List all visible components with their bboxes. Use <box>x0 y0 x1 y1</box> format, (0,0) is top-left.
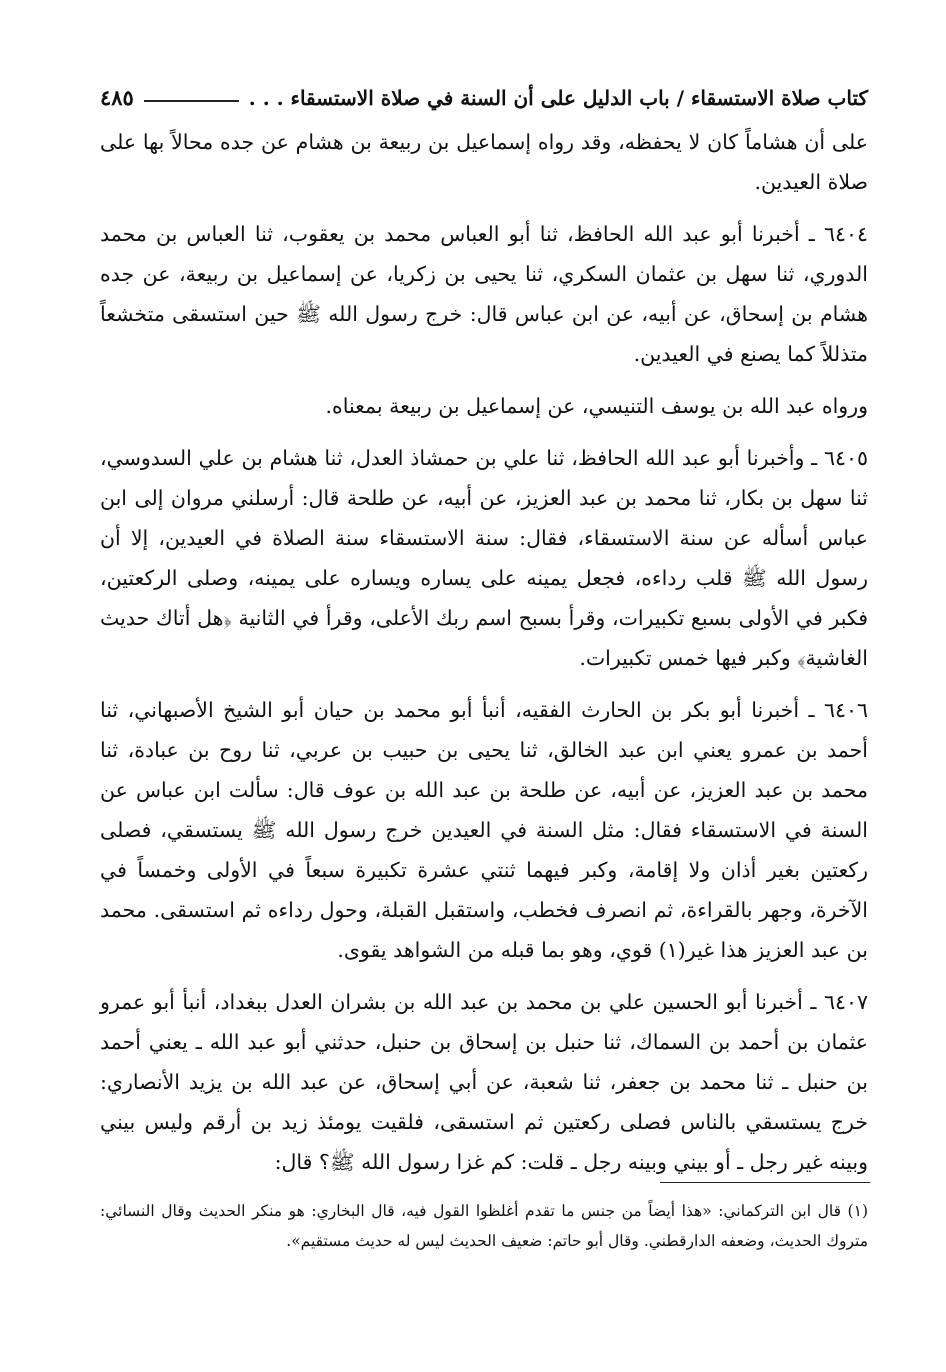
running-header <box>100 70 868 110</box>
paragraph: ٦٤٠٤ ـ أخبرنا أبو عبد الله الحافظ، ثنا أبو العباس محمد بن يعقوب، ثنا العباس بن محمد الدوري، ثنا سهل بن عثمان السكري، ثنا يحيى بن زكريا، عن إسماعيل بن ربيعة، عن جده هشام بن إسحاق، عن أبيه، عن ابن عباس قال: خرج رسول الله ﷺ حين استسقى متخشعاً متذللاً كما يصنع في العيدين. <box>100 222 868 366</box>
main-text <box>100 122 868 1182</box>
paragraph: ٦٤٠٧ ـ أخبرنا أبو الحسين علي بن محمد بن عبد الله بن بشران العدل ببغداد، أنبأ أبو عمرو عثمان بن أحمد بن السماك، ثنا حنبل بن إسحاق بن حنبل، حدثني أبو عبد الله ـ يعني أحمد بن حنبل ـ ثنا محمد بن جعفر، ثنا شعبة، عن أبي إسحاق، عن عبد الله بن يزيد الأنصاري: خرج يستسقي بالناس فصلى ركعتين ثم استسقى، فلقيت يومئذ زيد بن أرقم وليس بيني وبينه غير رجل ـ أو بيني وبينه رجل ـ قلت: كم غزا رسول الله ﷺ؟ قال: <box>100 990 868 1174</box>
header-title: كتاب صلاة الاستسقاء / باب الدليل على أن السنة في صلاة الاستسقاء . . . <box>248 86 868 110</box>
page <box>100 70 868 1194</box>
paragraph: ٦٤٠٦ ـ أخبرنا أبو بكر بن الحارث الفقيه، أنبأ أبو محمد بن حيان أبو الشيخ الأصبهاني، ثنا أحمد بن عمرو يعني ابن عبد الخالق، ثنا يحيى بن حبيب بن عربي، ثنا روح بن عبادة، ثنا محمد بن عبد العزيز، عن أبيه، عن طلحة بن عبد الله بن عوف قال: سألت ابن عباس عن السنة في الاستسقاء فقال: مثل السنة في العيدين خرج رسول الله ﷺ يستسقي، فصلى ركعتين بغير أذان ولا إقامة، وكبر فيهما ثنتي عشرة تكبيرة سبعاً في الأولى وخمساً في الآخرة، وجهر بالقراءة، ثم انصرف فخطب، واستقبل القبلة، وحول رداءه ثم استسقى. محمد بن عبد العزيز هذا غير(١) قوي، وهو بما قبله من الشواهد يقوى. <box>100 698 868 962</box>
page-number: ٤٨٥ <box>100 85 134 110</box>
footnotes <box>100 1196 868 1256</box>
header-rule <box>144 100 239 102</box>
footnote: (١) قال ابن التركماني: «هذا أيضاً من جنس ما تقدم أغلظوا القول فيه، قال البخاري: هو منكر الحديث وقال النسائي: متروك الحديث، وضعفه الدارقطني. وقال أبو حاتم: ضعيف الحديث ليس له حديث مستقيم». <box>100 1202 868 1250</box>
paragraph: ٦٤٠٥ ـ وأخبرنا أبو عبد الله الحافظ، ثنا علي بن حمشاذ العدل، ثنا هشام بن علي السدوسي، ثنا سهل بن بكار، ثنا محمد بن عبد العزيز، عن أبيه، عن طلحة قال: أرسلني مروان إلى ابن عباس أسأله عن سنة الاستسقاء، فقال: سنة الاستسقاء سنة الصلاة في العيدين، إلا أن رسول الله ﷺ قلب رداءه، فجعل يمينه على يساره ويساره على يمينه، وصلى الركعتين، فكبر في الأولى بسبع تكبيرات، وقرأ بسبح اسم ربك الأعلى، وقرأ في الثانية ﴿هل أتاك حديث الغاشية﴾ وكبر فيها خمس تكبيرات. <box>100 446 868 670</box>
paragraph: ورواه عبد الله بن يوسف التنيسي، عن إسماعيل بن ربيعة بمعناه. <box>325 394 868 418</box>
footnote-divider <box>660 1182 870 1183</box>
paragraph: على أن هشاماً كان لا يحفظه، وقد رواه إسماعيل بن ربيعة بن هشام عن جده محالاً بها على صلاة العيدين. <box>100 130 868 194</box>
